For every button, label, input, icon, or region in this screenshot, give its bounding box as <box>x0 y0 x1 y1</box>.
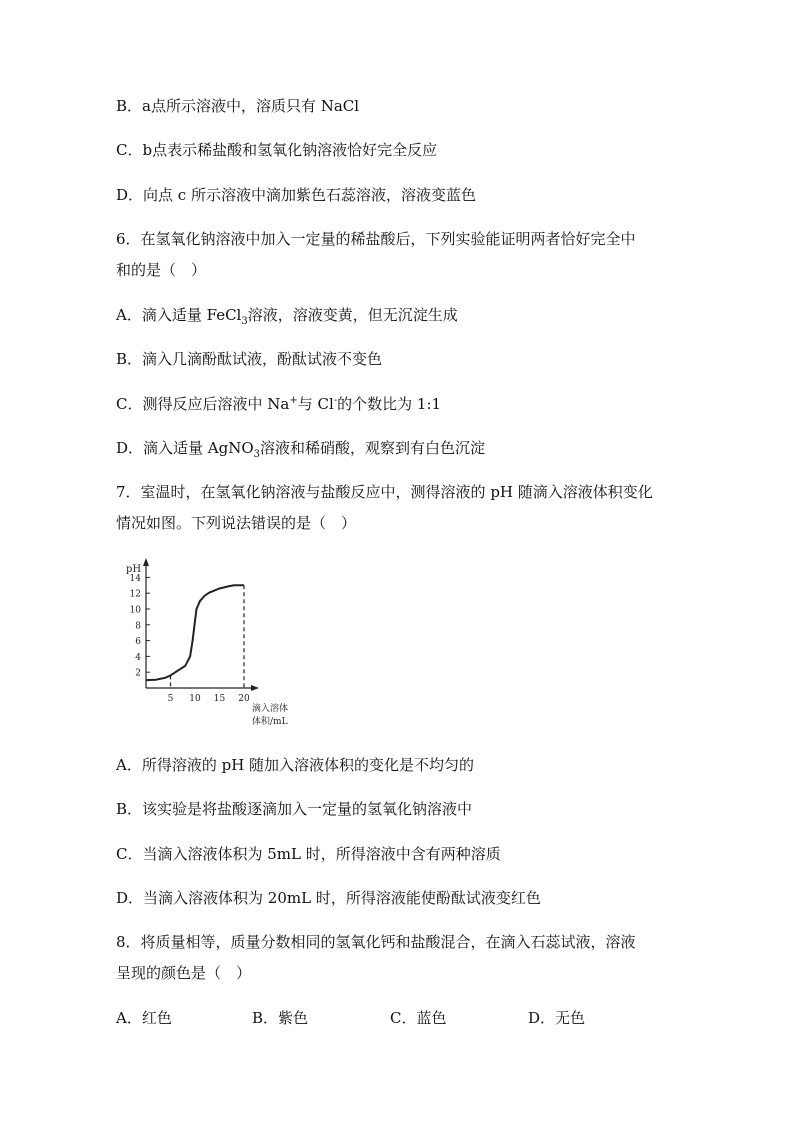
x-axis-label-line1: 滴入溶体 <box>252 704 289 714</box>
x-tick-label: 20 <box>238 694 250 704</box>
y-tick-label: 14 <box>129 573 141 584</box>
q5-option-c: C．b点表示稀盐酸和氢氧化钠溶液恰好完全反应 <box>116 141 438 159</box>
q7-option-c: C．当滴入溶液体积为 5mL 时，所得溶液中含有两种溶质 <box>116 845 501 863</box>
q6-stem-line1: 6．在氢氧化钠溶液中加入一定量的稀盐酸后，下列实验能证明两者恰好完全中 <box>116 230 636 248</box>
q6-option-d <box>116 438 485 458</box>
subscript: 3 <box>253 449 261 460</box>
q5-option-b: B．a点所示溶液中，溶质只有 NaCl <box>116 97 360 115</box>
q7-stem-line1: 7．室温时，在氢氧化钠溶液与盐酸反应中，测得溶液的 pH 随滴入溶液体积变化 <box>116 483 653 501</box>
q6-option-b: B．滴入几滴酚酞试液，酚酞试液不变色 <box>116 350 383 368</box>
q6-option-a-text: A．滴入适量 FeCl <box>116 306 242 324</box>
y-axis-label: pH <box>126 564 142 575</box>
x-tick-label: 15 <box>213 694 226 704</box>
y-axis-arrow <box>143 558 149 566</box>
q5-option-d: D．向点 c 所示溶液中滴加紫色石蕊溶液，溶液变蓝色 <box>116 186 476 204</box>
x-axis-label-line2: 体积/mL <box>252 717 288 727</box>
q6-option-d-text-end: 溶液和稀硝酸，观察到有白色沉淀 <box>260 439 486 457</box>
chart-axes <box>126 558 288 727</box>
q6-option-c-text-end: 的个数比为 1:1 <box>337 395 442 413</box>
q7-option-a: A．所得溶液的 pH 随加入溶液体积的变化是不均匀的 <box>116 756 475 774</box>
q6-option-c-text: C．测得反应后溶液中 Na <box>116 395 290 413</box>
y-tick-label: 4 <box>135 652 141 663</box>
q6-option-c <box>116 394 441 414</box>
x-tick-label: 5 <box>167 694 174 704</box>
subscript: 3 <box>241 316 248 327</box>
y-tick-label: 8 <box>135 621 141 632</box>
q8-option-b: B．紫色 <box>252 1009 309 1027</box>
y-tick-label: 12 <box>129 589 141 600</box>
y-tick-label: 10 <box>129 605 141 616</box>
q8-stem-line1: 8．将质量相等，质量分数相同的氢氧化钙和盐酸混合，在滴入石蕊试液，溶液 <box>116 933 636 951</box>
superscript: - <box>333 395 338 406</box>
ph-curve <box>146 585 244 680</box>
q8-option-d: D．无色 <box>528 1009 586 1027</box>
x-axis-arrow <box>251 685 259 691</box>
ph-titration-chart <box>120 558 305 730</box>
q6-stem-line2: 和的是（ ） <box>116 261 207 279</box>
q7-option-d: D．当滴入溶液体积为 20mL 时，所得溶液能使酚酞试液变红色 <box>116 889 541 907</box>
q8-option-c: C．蓝色 <box>390 1009 447 1027</box>
q6-option-d-text: D．滴入适量 AgNO <box>116 439 254 457</box>
x-tick-label: 10 <box>189 694 201 704</box>
q8-stem-line2: 呈现的颜色是（ ） <box>116 964 252 982</box>
q7-stem-line2: 情况如图。下列说法错误的是（ ） <box>116 514 357 532</box>
q6-option-a <box>116 305 458 325</box>
superscript: + <box>289 395 298 406</box>
q7-option-b: B．该实验是将盐酸逐滴加入一定量的氢氧化钠溶液中 <box>116 800 473 818</box>
y-tick-label: 2 <box>135 668 141 679</box>
q6-option-a-text-end: 溶液，溶液变黄，但无沉淀生成 <box>247 306 458 324</box>
q8-option-a: A．红色 <box>116 1009 172 1027</box>
q6-option-c-text-mid: 与 Cl <box>297 395 334 413</box>
y-tick-label: 6 <box>135 637 141 648</box>
